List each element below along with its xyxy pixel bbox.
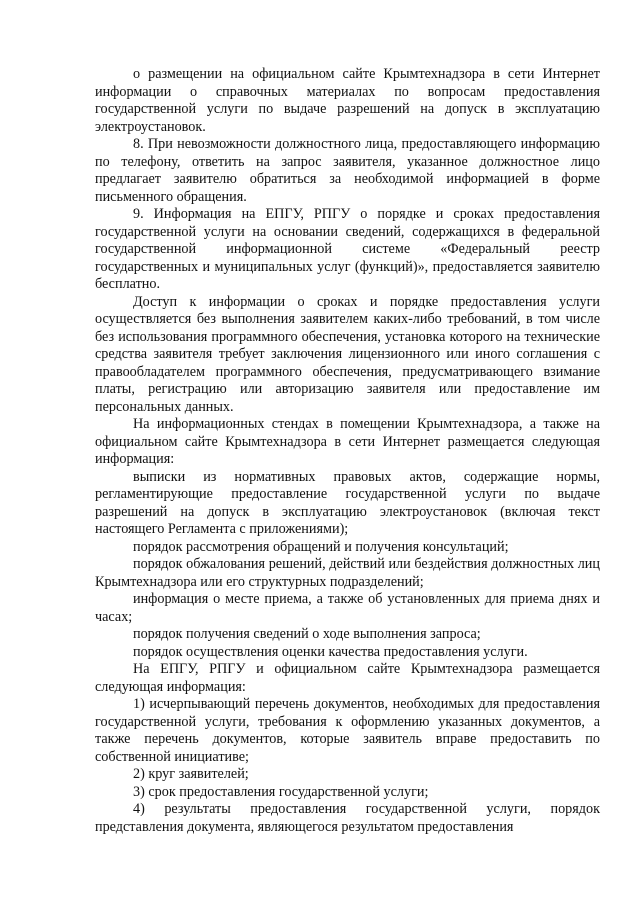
document-page [95, 66, 600, 836]
paragraph-portal-info-intro: На ЕПГУ, РПГУ и официальном сайте Крымтехнадзора размещается следующая информация: [95, 661, 600, 695]
paragraph-list-item-2: 2) круг заявителей; [133, 766, 249, 782]
paragraph-legal-extracts: выписки из нормативных правовых актов, содержащие нормы, регламентирующие предоставление государственной услуги по выдаче разрешений на допуск в эксплуатацию электроустановок (включая текст настоящего Регламента с приложениями); [95, 468, 600, 537]
paragraph-reception-hours: информация о месте приема, а также об установленных для приема днях и часах; [95, 591, 600, 625]
paragraph-access-to-information: Доступ к информации о сроках и порядке предоставления услуги осуществляется без выполнения заявителем каких-либо требований, в том числе без использования программного обеспечения, установка которого на технические средства заявителя требует заключения лицензионного или иного соглашения с правообладателем программного обеспечения, предусматривающего взимание платы, регистрацию или авторизацию заявителя или предоставление им персональных данных. [95, 293, 600, 415]
paragraph-quality-assessment: порядок осуществления оценки качества предоставления услуги. [133, 643, 528, 660]
paragraph-info-stands-intro: На информационных стендах в помещении Крымтехнадзора, а также на официальном сайте Крымтехнадзора в сети Интернет размещается следующая информация: [95, 416, 600, 467]
paragraph-list-item-4: 4) результаты предоставления государственной услуги, порядок представления документа, являющегося результатом предоставления [95, 801, 600, 835]
paragraph-item-8: 8. При невозможности должностного лица, предоставляющего информацию по телефону, ответить на запрос заявителя, указанное должностное лицо предлагает заявителю обратиться за необходимой информацией в форме письменного обращения. [95, 136, 600, 205]
paragraph-site-reference-materials: о размещении на официальном сайте Крымтехнадзора в сети Интернет информации о справочных материалах по вопросам предоставления государственной услуги по выдаче разрешений на допуск в эксплуатацию электроустановок. [95, 66, 600, 135]
paragraph-appeal-procedure: порядок обжалования решений, действий или бездействия должностных лиц Крымтехнадзора или его структурных подразделений; [95, 556, 600, 590]
paragraph-item-9: 9. Информация на ЕПГУ, РПГУ о порядке и сроках предоставления государственной услуги на основании сведений, содержащихся в федеральной государственной информационной системе «Федеральный реестр государственных и муниципальных услуг (функций)», предоставляется заявителю бесплатно. [95, 206, 600, 292]
paragraph-request-status: порядок получения сведений о ходе выполнения запроса; [133, 626, 481, 642]
paragraph-list-item-3: 3) срок предоставления государственной услуги; [133, 783, 429, 800]
paragraph-list-item-1: 1) исчерпывающий перечень документов, необходимых для предоставления государственной услуги, требования к оформлению указанных документов, а также перечень документов, которые заявитель вправе предоставить по собственной инициативе; [95, 696, 600, 765]
paragraph-consultations: порядок рассмотрения обращений и получения консультаций; [133, 538, 509, 555]
